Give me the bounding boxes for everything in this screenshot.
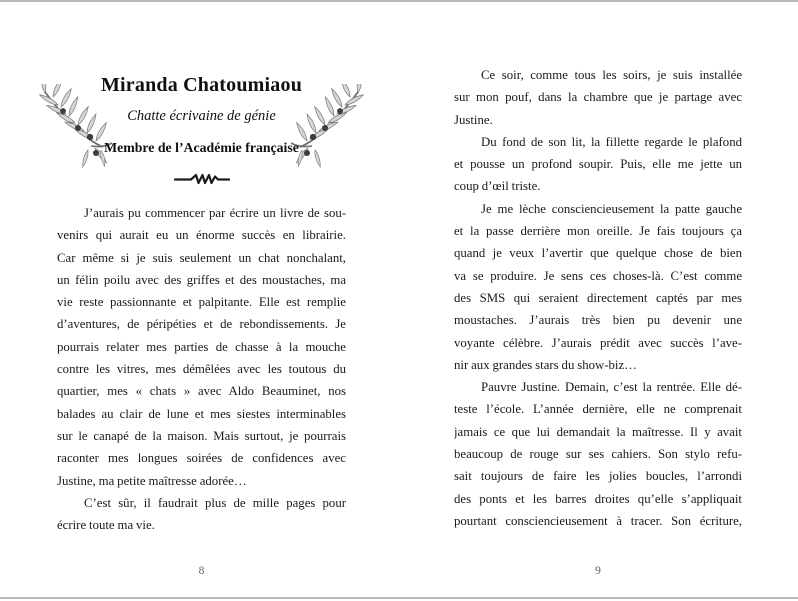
text-line: J’aurais pu commencer par écrire un livre de sou-	[84, 206, 346, 220]
text-line: sait toujours de faire les jolies boucles, l’arrondi	[454, 469, 742, 484]
text-line: et pousse un profond soupir. Puis, elle me jette un	[454, 157, 742, 172]
text-line: Justine.	[454, 112, 493, 127]
text-line: vie reste passionnante et palpitante. Elle est remplie	[57, 295, 346, 310]
text-line: beaucoup de rouge sur ses cahiers. Son stylo refu-	[454, 447, 742, 462]
text-line: contre les vitres, mes démêlées avec les toutous du	[57, 362, 346, 377]
text-line: quartier, mes « chats » avec Aldo Beauminet, nos	[57, 384, 346, 399]
text-line: et la passe derrière mon oreille. Je fais toujours ça	[454, 224, 742, 239]
bottom-edge-line	[0, 597, 798, 599]
text-line: des SMS qui seraient directement captés par mes	[454, 290, 742, 305]
left-page-text	[57, 202, 346, 536]
text-line: nir aux grandes stars du show-biz…	[454, 357, 637, 372]
text-line: écrire toute ma vie.	[57, 518, 155, 533]
text-line: Justine, ma petite maîtresse adorée…	[57, 473, 247, 488]
text-line: teste l’école. L’année dernière, elle ne comprenait	[454, 402, 742, 417]
text-line: pourrais relater mes parties de chasse à la mouche	[57, 339, 346, 354]
text-line: raconter mes longues soirées de confidences avec	[57, 451, 346, 466]
left-page	[57, 0, 346, 601]
text-line: sur le canapé de la maison. Mais surtout, je pourrais	[57, 428, 346, 443]
right-page	[454, 0, 742, 601]
author-subtitle: Chatte écrivaine de génie	[127, 108, 276, 124]
text-line: pourtant consciencieusement à tracer. Son écriture,	[454, 513, 742, 528]
olive-branch-icon	[290, 84, 370, 172]
text-line: un félin poilu avec des griffes et des moustaches, ma	[57, 272, 346, 287]
text-line: venirs qui aurait eu un énorme succès en librairie.	[57, 228, 346, 243]
author-affiliation: Membre de l’Académie française	[104, 140, 299, 155]
text-line: C’est sûr, il faudrait plus de mille pages pour	[84, 495, 346, 510]
text-line: coup d’œil triste.	[454, 179, 541, 194]
rope-twist-divider-icon	[174, 172, 230, 185]
text-line: des ponts et les barres droites qu’elle s’appliquait	[454, 491, 742, 506]
text-line: sur mon pouf, dans la chambre que je partage avec	[454, 90, 742, 105]
page-number-left: 8	[198, 565, 205, 577]
author-title: Miranda Chatoumiaou	[100, 74, 303, 96]
olive-branch-icon	[33, 84, 113, 172]
right-page-text	[454, 64, 742, 532]
text-line: va se produire. Je sens ces choses-là. C’est comme	[454, 268, 742, 283]
text-line: moustaches. J’aurais très bien pu devenir une	[454, 313, 742, 328]
text-line: quand je veux l’avertir que quelque chose de bien	[454, 246, 742, 261]
page-number-right: 9	[595, 565, 601, 577]
text-line: voyante célèbre. J’aurais prédit avec succès l’ave-	[454, 335, 742, 350]
text-line: Je me lèche consciencieusement la patte gauche	[481, 201, 742, 216]
text-line: Du fond de son lit, la fillette regarde le plafond	[481, 134, 742, 149]
text-line: d’aventures, de péripéties et de rebondissements. Je	[57, 317, 346, 332]
text-line: Pauvre Justine. Demain, c’est la rentrée. Elle dé-	[481, 380, 742, 395]
text-line: Ce soir, comme tous les soirs, je suis installée	[481, 68, 742, 82]
text-line: balades au clair de lune et mes siestes interminables	[57, 406, 346, 421]
text-line: Car même si je suis seulement un chat nonchalant,	[57, 250, 346, 265]
text-line: jamais ce que lui demandait la maîtresse. Il y avait	[454, 424, 742, 439]
